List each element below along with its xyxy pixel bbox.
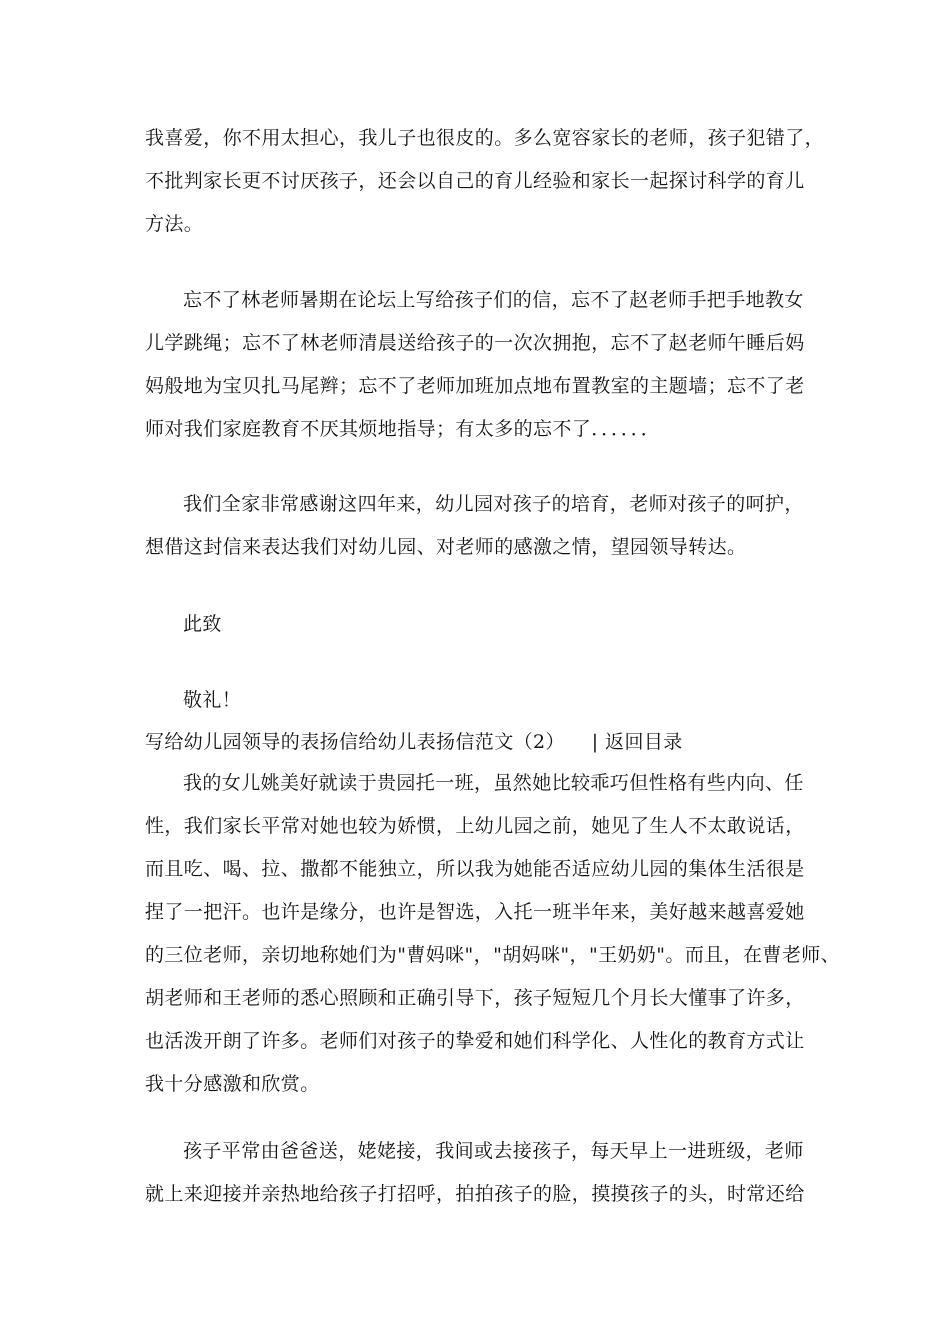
back-to-toc-link[interactable]: | 返回目录 — [591, 731, 683, 753]
paragraph-5 — [145, 1130, 825, 1216]
text-line: 的三位老师，亲切地称她们为"曹妈咪"，"胡妈咪"，"王奶奶"。而且，在曹老师、 — [145, 944, 841, 966]
text-line: 师对我们家庭教育不厌其烦地指导；有太多的忘不了．．．．．． — [145, 418, 661, 440]
text-line: 也活泼开朗了许多。老师们对孩子的挚爱和她们科学化、人性化的教育方式让 — [145, 1030, 805, 1052]
closing-regards — [145, 679, 825, 722]
text-line: 忘不了林老师暑期在论坛上写给孩子们的信，忘不了赵老师手把手地教女 — [183, 289, 804, 311]
text-line: 敬礼！ — [183, 689, 242, 711]
paragraph-1 — [145, 117, 825, 246]
text-line: 此致 — [183, 613, 222, 635]
section-title: 写给幼儿园领导的表扬信给幼儿表扬信范文（2） — [145, 731, 565, 753]
text-line: 性，我们家长平常对她也较为娇惯，上幼儿园之前，她见了生人不太敢说话， — [145, 815, 805, 837]
text-line: 我十分感激和欣赏。 — [145, 1073, 320, 1095]
text-line: 就上来迎接并亲热地给孩子打招呼，拍拍孩子的脸，摸摸孩子的头，时常还给 — [145, 1183, 805, 1205]
text-line: 妈般地为宝贝扎马尾辫；忘不了老师加班加点地布置教室的主题墙；忘不了老 — [145, 375, 805, 397]
paragraph-2 — [145, 279, 825, 451]
text-line: 想借这封信来表达我们对幼儿园、对老师的感激之情，望园领导转达。 — [145, 536, 747, 558]
text-line: 我们全家非常感谢这四年来，幼儿园对孩子的培育，老师对孩子的呵护， — [183, 493, 804, 515]
text-line: 儿学跳绳；忘不了林老师清晨送给孩子的一次次拥抱，忘不了赵老师午睡后妈 — [145, 332, 805, 354]
paragraph-3 — [145, 483, 825, 569]
paragraph-4 — [145, 762, 841, 1106]
text-line: 孩子平常由爸爸送，姥姥接，我间或去接孩子，每天早上一进班级，老师 — [183, 1140, 804, 1162]
text-line: 捏了一把汗。也许是缘分，也许是智选，入托一班半年来，美好越来越喜爱她 — [145, 901, 805, 923]
text-line: 方法。 — [145, 213, 204, 235]
text-line: 不批判家长更不讨厌孩子，还会以自己的育儿经验和家长一起探讨科学的育儿 — [145, 170, 805, 192]
text-line: 我喜爱，你不用太担心，我儿子也很皮的。多么宽容家长的老师，孩子犯错了， — [145, 127, 825, 149]
text-line: 我的女儿姚美好就读于贵园托一班，虽然她比较乖巧但性格有些内向、任 — [183, 772, 804, 794]
closing-salutation — [145, 603, 825, 646]
text-line: 胡老师和王老师的悉心照顾和正确引导下，孩子短短几个月长大懂事了许多， — [145, 987, 805, 1009]
section-heading — [145, 727, 683, 757]
text-line: 而且吃、喝、拉、撒都不能独立，所以我为她能否适应幼儿园的集体生活很是 — [145, 858, 805, 880]
